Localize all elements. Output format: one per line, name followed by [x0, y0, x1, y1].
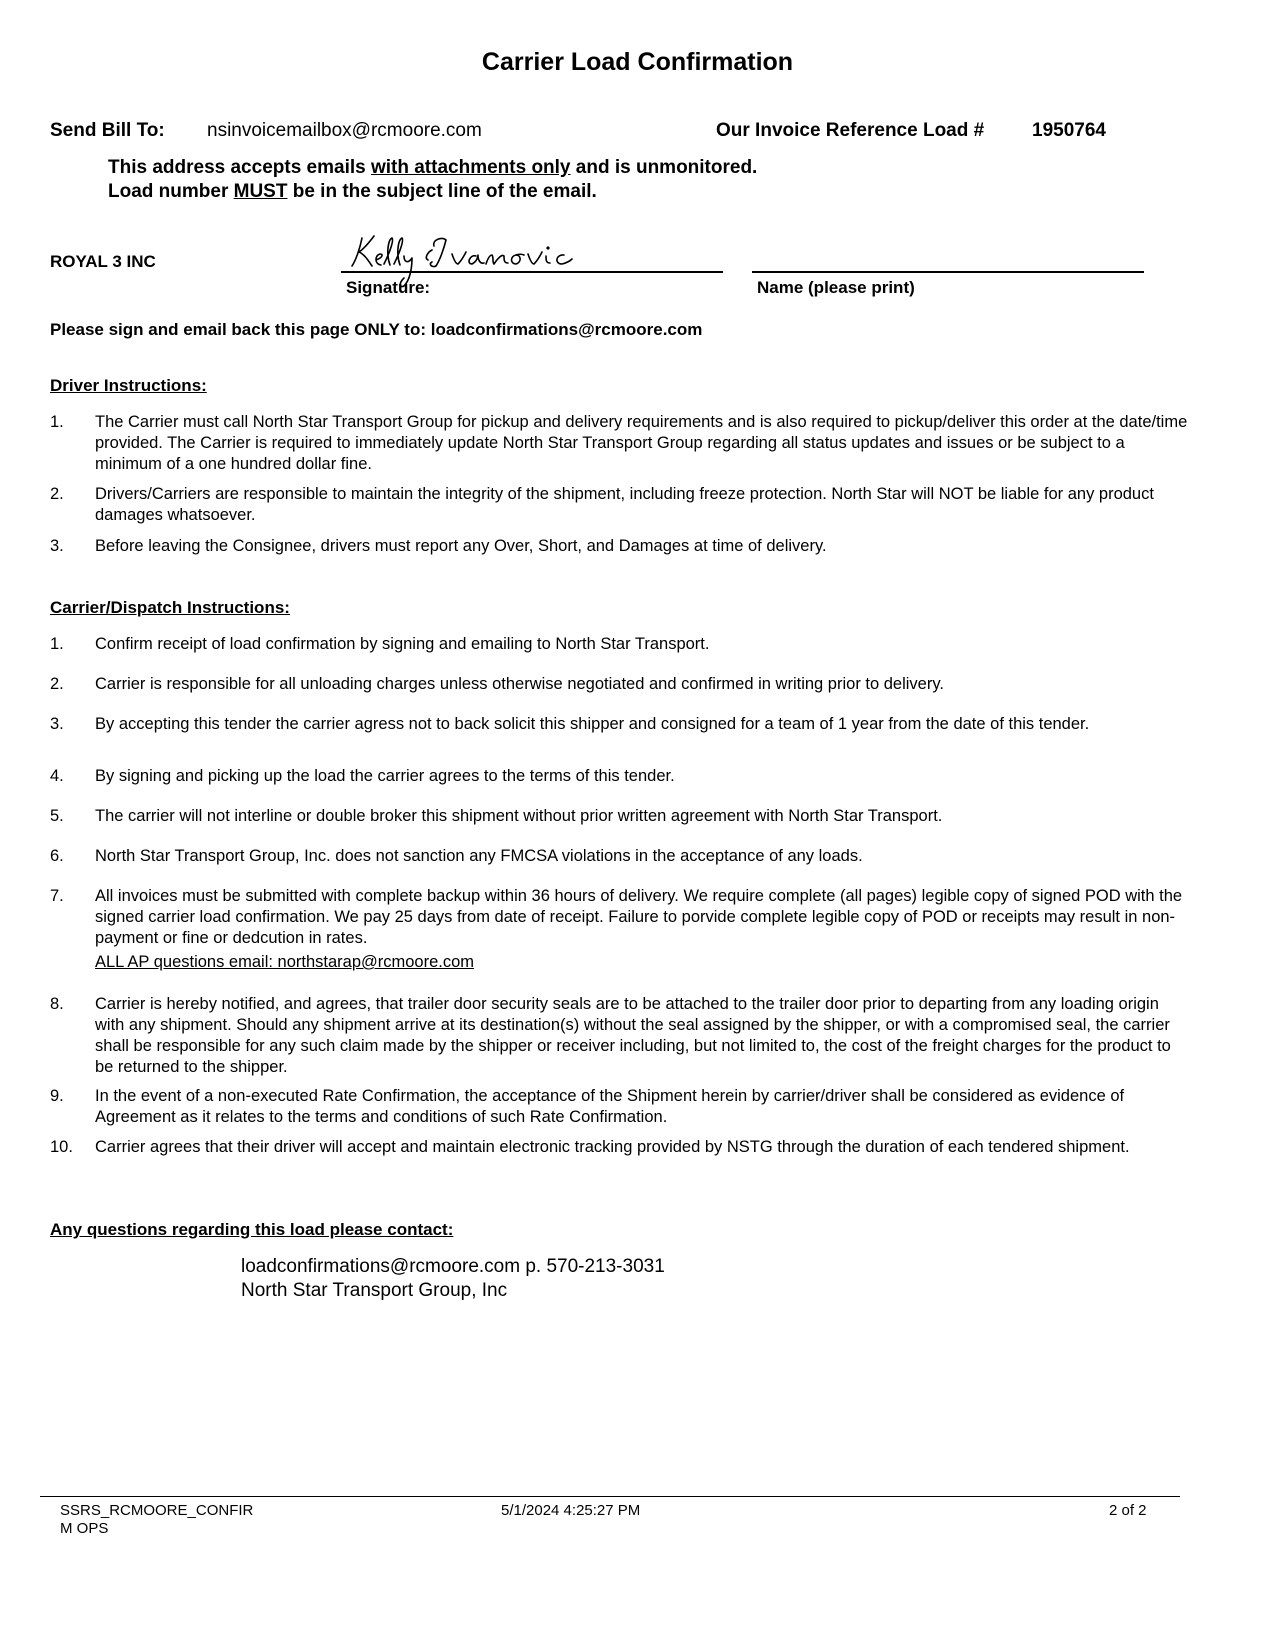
item-text: Carrier agrees that their driver will accept and maintain electronic tracking provided by NSTG through the duration of each tendered shipment. — [95, 1138, 1130, 1156]
item-number: 8. — [50, 995, 64, 1013]
signature-label: Signature: — [346, 278, 431, 297]
notice-line-1 — [108, 157, 757, 179]
item-number: 1. — [50, 635, 64, 653]
item-number: 1. — [50, 413, 64, 431]
item-number: 5. — [50, 807, 64, 825]
ap-questions-email[interactable]: ALL AP questions email: northstarap@rcmoore.com — [95, 953, 475, 971]
item-text: North Star Transport Group, Inc. does not sanction any FMCSA violations in the acceptance of any loads. — [95, 847, 863, 865]
item-text: The carrier will not interline or double broker this shipment without prior written agreement with North Star Transport. — [95, 807, 943, 825]
send-bill-email[interactable]: nsinvoicemailbox@rcmoore.com — [207, 120, 482, 141]
item-number: 7. — [50, 887, 64, 905]
item-text: All invoices must be submitted with complete backup within 36 hours of delivery. We require complete (all pages) legible copy of signed POD with the signed carrier load confirmation. We pay 25 days from date of receipt. Failure to porvide complete legible copy of POD or receipts may result in non-payment or fine or dedcution in rates. — [95, 887, 1183, 947]
name-print-label: Name (please print) — [757, 278, 915, 297]
footer-timestamp: 5/1/2024 4:25:27 PM — [501, 1502, 641, 1519]
send-bill-label: Send Bill To: — [50, 120, 165, 141]
footer-report-name-2: M OPS — [60, 1520, 109, 1537]
notice-line-1-c: and is unmonitored. — [570, 157, 758, 178]
carrier-instructions-heading: Carrier/Dispatch Instructions: — [50, 598, 290, 617]
carrier-name: ROYAL 3 INC — [50, 252, 156, 271]
contact-email-phone[interactable]: loadconfirmations@rcmoore.com p. 570-213-3031 — [241, 1256, 665, 1277]
item-text: Carrier is hereby notified, and agrees, that trailer door security seals are to be attached to the trailer door prior to departing from any loading origin with any shipment. Should any shipment arrive at its destination(s) without the seal assigned by the shipper, or with a compromised seal, the carrier shall be responsible for any such claim made by the shipper or receiver including, but not limited to, the cost of the freight charges for the product to be returned to the shipper. — [95, 995, 1171, 1076]
item-number: 10. — [50, 1138, 73, 1156]
item-number: 2. — [50, 485, 64, 503]
item-text: Carrier is responsible for all unloading charges unless otherwise negotiated and confirmed in writing prior to delivery. — [95, 675, 944, 693]
contact-heading: Any questions regarding this load please contact: — [50, 1220, 454, 1239]
item-text: Drivers/Carriers are responsible to maintain the integrity of the shipment, including freeze protection. North Star will NOT be liable for any product damages whatsoever. — [95, 485, 1154, 524]
item-number: 9. — [50, 1087, 64, 1105]
notice-line-1-a: This address accepts emails — [108, 157, 371, 178]
footer-report-name: SSRS_RCMOORE_CONFIR — [60, 1502, 254, 1519]
item-number: 3. — [50, 537, 64, 555]
item-number: 6. — [50, 847, 64, 865]
signature-line — [341, 271, 723, 273]
item-number: 4. — [50, 767, 64, 785]
item-text: By signing and picking up the load the carrier agrees to the terms of this tender. — [95, 767, 675, 785]
name-print-line — [752, 271, 1144, 273]
notice-line-1-emphasis: with attachments only — [370, 157, 571, 178]
notice-line-2 — [108, 181, 597, 203]
item-text: Confirm receipt of load confirmation by signing and emailing to North Star Transport. — [95, 635, 710, 653]
document-title: Carrier Load Confirmation — [481, 48, 794, 76]
invoice-ref-number: 1950764 — [1032, 120, 1106, 141]
invoice-ref-label: Our Invoice Reference Load # — [716, 120, 985, 141]
footer-page-number: 2 of 2 — [1109, 1502, 1147, 1519]
notice-line-2-c: be in the subject line of the email. — [287, 181, 597, 202]
item-text: Before leaving the Consignee, drivers must report any Over, Short, and Damages at time of delivery. — [95, 537, 827, 555]
item-number: 2. — [50, 675, 64, 693]
item-text: In the event of a non-executed Rate Confirmation, the acceptance of the Shipment herein by carrier/driver shall be considered as evidence of Agreement as it relates to the terms and conditions of such Rate Confirmation. — [95, 1087, 1125, 1126]
item-text: By accepting this tender the carrier agress not to back solicit this shipper and consigned for a team of 1 year from the date of this tender. — [95, 715, 1090, 733]
contact-company: North Star Transport Group, Inc — [241, 1280, 508, 1301]
driver-instructions-heading: Driver Instructions: — [50, 376, 207, 395]
item-text: The Carrier must call North Star Transport Group for pickup and delivery requirements and is also required to pickup/deliver this order at the date/time provided. The Carrier is required to immediately update North Star Transport Group regarding all status updates and issues or be subject to a minimum of a one hundred dollar fine. — [95, 413, 1188, 473]
sign-instruction: Please sign and email back this page ONLY to: loadconfirmations@rcmoore.com — [50, 320, 703, 339]
notice-line-2-emphasis: MUST — [233, 181, 288, 202]
item-number: 3. — [50, 715, 64, 733]
footer-divider — [40, 1496, 1180, 1497]
notice-line-2-a: Load number — [108, 181, 234, 202]
